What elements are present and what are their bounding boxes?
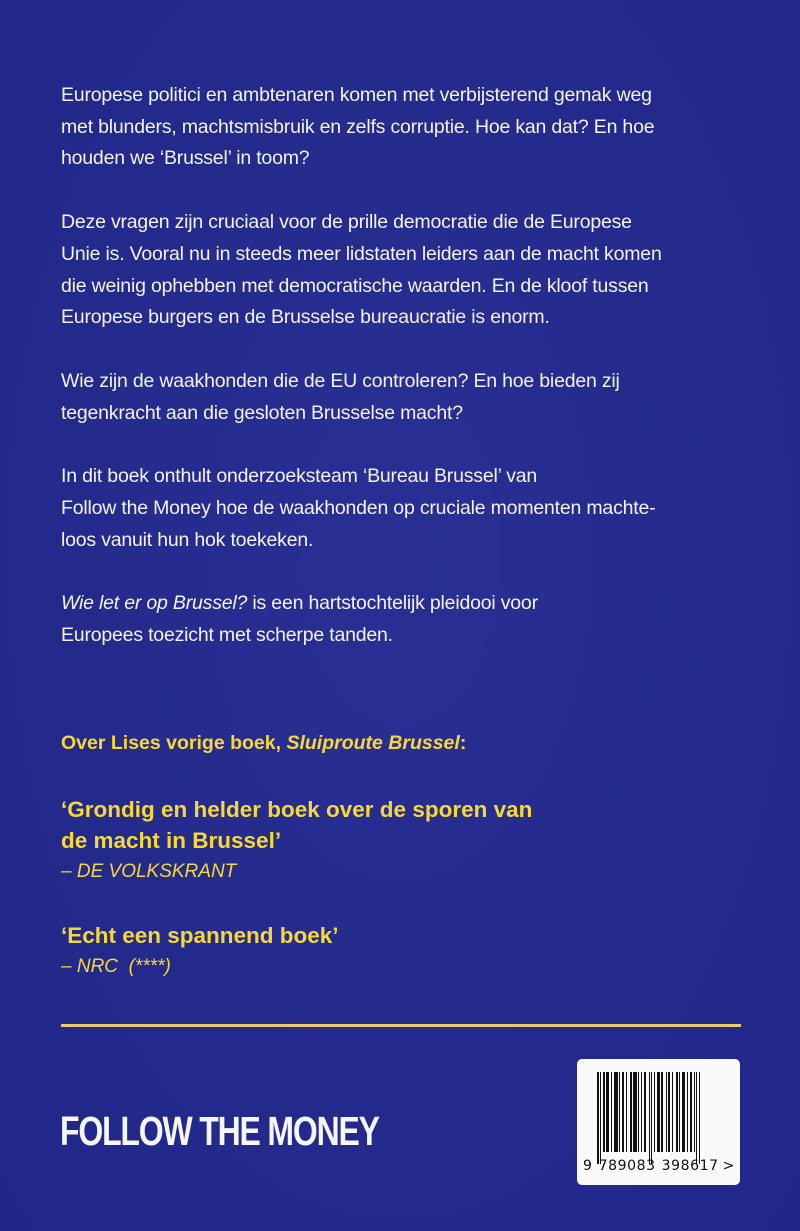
text-line: Deze vragen zijn cruciaal voor de prille democratie die de Europese [61,211,632,234]
quote-line: de macht in Brussel’ [61,828,282,853]
reviews-section [61,730,751,1015]
blurb-paragraph-2 [61,207,751,334]
barcode-bars-icon [597,1072,723,1160]
blurb-paragraph-5 [61,588,751,651]
isbn-barcode [577,1059,740,1185]
blurb-paragraph-3 [61,366,751,429]
publisher-logo: FOLLOW THE MONEY [60,1108,379,1154]
quote-line: ‘Echt een spannend boek’ [61,923,339,948]
quiet-zone-arrow-icon: > [722,1158,735,1174]
text-line: loos vanuit hun hok toekeken. [61,528,314,551]
review-quote-volkskrant [61,794,751,886]
quote-line: ‘Grondig en helder boek over de sporen van [61,797,533,822]
text-line: met blunders, machtsmisbruik en zelfs corruptie. Hoe kan dat? En hoe [61,115,655,138]
quote-text [61,794,751,856]
previous-book-title: Sluiproute Brussel [286,732,460,754]
intro-prefix: Over Lises vorige boek, [61,732,287,754]
book-title-italic: Wie let er op Brussel? [61,592,248,615]
text-line: Follow the Money hoe de waakhonden op cruciale momenten machte- [61,497,656,520]
text-line: die weinig ophebben met democratische waarden. En de kloof tussen [61,274,649,297]
review-quote-nrc [61,920,751,981]
text-line: Wie zijn de waakhonden die de EU controleren? En hoe bieden zij [61,369,620,392]
isbn-number [583,1157,735,1175]
horizontal-divider [61,1024,741,1027]
text-line: houden we ‘Brussel’ in toom? [61,147,310,170]
intro-suffix: : [459,732,467,754]
text-line: Europese burgers en de Brusselse bureaucratie is enorm. [61,306,550,329]
quote-text [61,920,751,951]
text-fragment: is een hartstochtelijk pleidooi voor [247,592,538,615]
text-line [61,588,751,620]
text-line: Europees toezicht met scherpe tanden. [61,624,393,647]
text-line: Europese politici en ambtenaren komen met verbijsterend gemak weg [61,84,652,106]
text-line: tegenkracht aan die gesloten Brusselse macht? [61,401,463,424]
blurb-text [61,80,751,684]
isbn-group-1: 789083 [598,1158,656,1174]
isbn-group-2: 398617 [661,1158,719,1174]
blurb-paragraph-4 [61,461,751,556]
reviews-intro [61,730,751,756]
text-line: Unie is. Vooral nu in steeds meer lidstaten leiders aan de macht komen [61,242,662,265]
blurb-paragraph-1 [61,80,751,175]
quote-source: – NRC (****) [61,956,171,977]
quote-source: – DE VOLKSKRANT [61,861,237,882]
isbn-prefix: 9 [583,1158,593,1174]
text-line: In dit boek onthult onderzoeksteam ‘Bureau Brussel’ van [61,465,538,488]
